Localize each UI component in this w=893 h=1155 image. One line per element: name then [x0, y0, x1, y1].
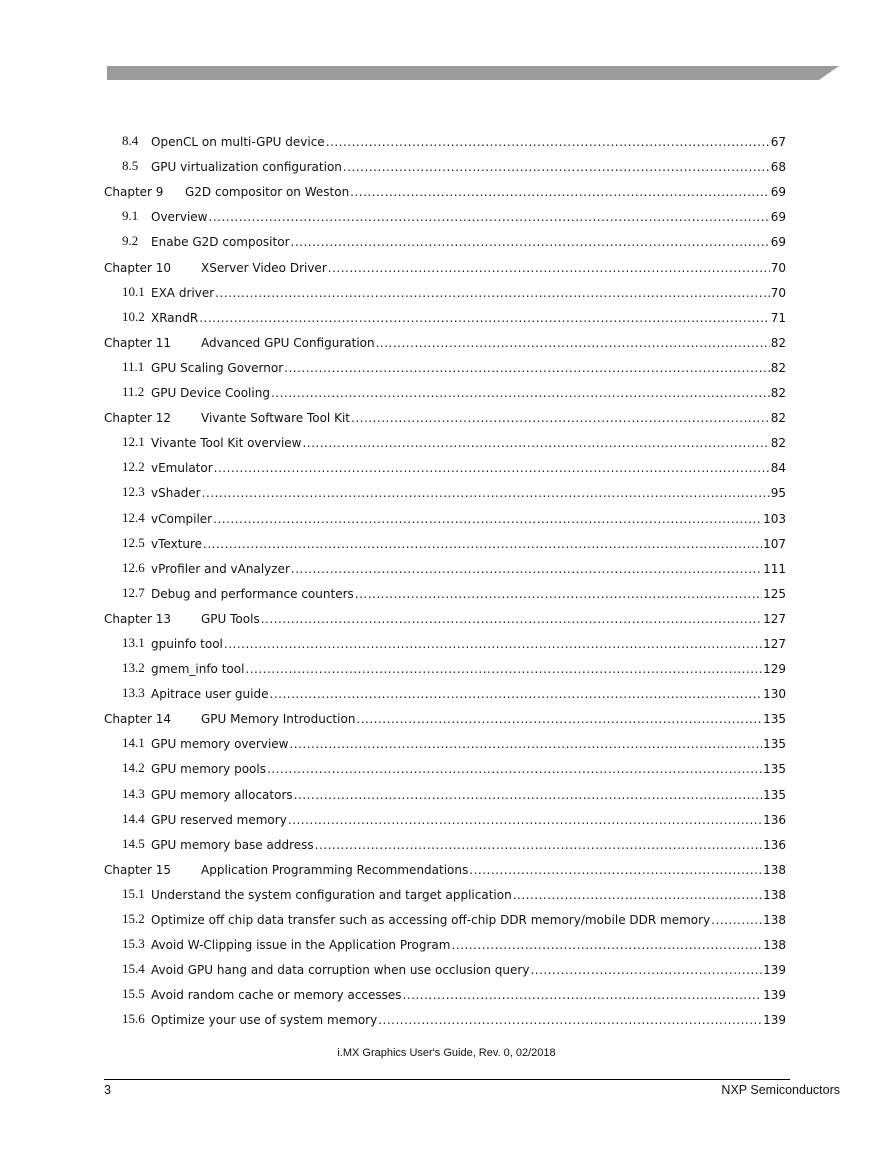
- toc-entry-title: Enabe G2D compositor: [151, 235, 290, 250]
- toc-section-entry[interactable]: [104, 551, 786, 576]
- dot-leader: [261, 612, 762, 626]
- dot-leader: [267, 762, 762, 776]
- toc-entry-title: Avoid GPU hang and data corruption when use occlusion query: [151, 963, 530, 978]
- toc-entry-title: Avoid random cache or memory accesses: [151, 988, 402, 1003]
- toc-entry-number: Chapter 11: [104, 335, 172, 350]
- dot-leader: [328, 261, 770, 275]
- toc-entry-number: 11.1: [122, 358, 145, 374]
- toc-entry-page: 82: [770, 335, 786, 350]
- toc-entry-page: 139: [763, 963, 786, 978]
- toc-entry-page: 139: [763, 1013, 786, 1028]
- toc-entry-title: gpuinfo tool: [151, 636, 223, 651]
- toc-entry-title: GPU virtualization configuration: [151, 160, 342, 175]
- toc-section-entry[interactable]: [104, 626, 786, 651]
- toc-entry-title: XRandR: [151, 310, 199, 325]
- toc-entry-title: XServer Video Driver: [201, 260, 327, 275]
- toc-entry-number: 14.4: [122, 810, 145, 826]
- toc-entry-title: GPU Scaling Governor: [151, 360, 284, 375]
- toc-entry-number: 13.1: [122, 634, 145, 650]
- toc-entry-page: 135: [763, 737, 786, 752]
- toc-entry-number: 12.2: [122, 459, 145, 475]
- toc-entry-page: 103: [763, 511, 786, 526]
- toc-chapter-entry[interactable]: [104, 852, 786, 877]
- toc-entry-number: 15.3: [122, 936, 145, 952]
- toc-entry-page: 138: [763, 913, 786, 927]
- toc-entry-page: 139: [763, 988, 786, 1003]
- dot-leader: [451, 938, 762, 952]
- dot-leader: [271, 386, 770, 400]
- toc-entry-title: OpenCL on multi-GPU device: [151, 135, 325, 150]
- toc-entry-number: 12.4: [122, 509, 145, 525]
- toc-entry-page: 82: [770, 360, 786, 375]
- toc-entry-number: 12.6: [122, 559, 145, 575]
- toc-entry-title: Debug and performance counters: [151, 586, 354, 601]
- header-bar: [107, 66, 839, 80]
- toc-entry-number: Chapter 12: [104, 411, 172, 426]
- dot-leader: [270, 687, 763, 701]
- toc-entry-number: 8.4: [122, 133, 139, 149]
- toc-entry-number: 12.5: [122, 534, 145, 550]
- toc-entry-page: 135: [763, 712, 786, 727]
- toc-entry-title: Apitrace user guide: [151, 687, 269, 702]
- toc-entry-title: vEmulator: [151, 461, 213, 476]
- toc-chapter-entry[interactable]: [104, 701, 786, 726]
- toc-entry-title: vCompiler: [151, 511, 213, 526]
- toc-entry-page: 69: [770, 185, 786, 200]
- dot-leader: [315, 838, 762, 852]
- toc-entry-number: Chapter 14: [104, 712, 172, 727]
- toc-entry-number: 12.1: [122, 434, 145, 450]
- toc-section-entry[interactable]: [104, 726, 786, 751]
- toc-entry-page: 127: [763, 636, 786, 651]
- toc-chapter-entry[interactable]: [104, 249, 786, 274]
- toc-entry-page: 82: [770, 386, 786, 401]
- toc-entry-page: 69: [770, 235, 786, 250]
- toc-section-entry[interactable]: [104, 952, 786, 977]
- toc-entry-number: 14.1: [122, 735, 145, 751]
- toc-chapter-entry[interactable]: [104, 601, 786, 626]
- toc-entry-page: 71: [770, 310, 786, 325]
- toc-entry-page: 138: [763, 862, 786, 877]
- toc-entry-number: Chapter 15: [104, 862, 172, 877]
- toc-entry-number: 15.2: [122, 911, 145, 926]
- dot-leader: [513, 888, 762, 902]
- toc-entry-page: 138: [763, 887, 786, 902]
- toc-entry-number: 12.3: [122, 484, 145, 500]
- toc-chapter-entry[interactable]: [104, 325, 786, 350]
- toc-entry-title: GPU Memory Introduction: [201, 712, 356, 727]
- toc-entry-title: GPU memory allocators: [151, 787, 293, 802]
- toc-section-entry[interactable]: [104, 425, 786, 450]
- dot-leader: [284, 361, 770, 375]
- toc-entry-title: Optimize your use of system memory: [151, 1013, 378, 1028]
- toc-entry-title: gmem_info tool: [151, 662, 245, 677]
- footer-company: NXP Semiconductors: [721, 1083, 840, 1097]
- dot-leader: [403, 988, 763, 1002]
- dot-leader: [214, 461, 770, 475]
- dot-leader: [202, 486, 770, 500]
- toc-section-entry[interactable]: [104, 500, 786, 525]
- toc-section-entry[interactable]: [104, 977, 786, 1002]
- toc-entry-number: Chapter 10: [104, 260, 172, 275]
- toc-section-entry[interactable]: [104, 224, 786, 249]
- toc-chapter-entry[interactable]: [104, 174, 786, 199]
- toc-entry-number: 10.1: [122, 283, 145, 299]
- footer-document-title: i.MX Graphics User's Guide, Rev. 0, 02/2018: [337, 1047, 556, 1059]
- dot-leader: [289, 737, 762, 751]
- table-of-contents: [104, 124, 786, 1027]
- dot-leader: [378, 1013, 762, 1027]
- toc-section-entry[interactable]: [104, 350, 786, 375]
- dot-leader: [376, 336, 770, 350]
- toc-section-entry[interactable]: [104, 902, 786, 927]
- toc-entry-title: vProfiler and vAnalyzer: [151, 561, 290, 576]
- toc-entry-page: 107: [763, 536, 786, 551]
- dot-leader: [356, 712, 762, 726]
- toc-section-entry[interactable]: [104, 776, 786, 801]
- toc-entry-number: 14.5: [122, 835, 145, 851]
- toc-entry-title: EXA driver: [151, 285, 215, 300]
- toc-entry-number: Chapter 13: [104, 611, 172, 626]
- toc-entry-title: Avoid W-Clipping issue in the Application Program: [151, 938, 451, 953]
- dot-leader: [343, 160, 770, 174]
- toc-section-entry[interactable]: [104, 526, 786, 551]
- toc-entry-title: GPU reserved memory: [151, 812, 287, 827]
- toc-entry-page: 84: [770, 461, 786, 476]
- dot-leader: [291, 562, 762, 576]
- toc-entry-page: 68: [770, 160, 786, 175]
- toc-section-entry[interactable]: [104, 802, 786, 827]
- toc-entry-number: 10.2: [122, 308, 145, 324]
- toc-entry-page: 82: [770, 436, 786, 451]
- toc-section-entry[interactable]: [104, 124, 786, 149]
- dot-leader: [351, 411, 770, 425]
- toc-section-entry[interactable]: [104, 450, 786, 475]
- toc-entry-page: 135: [763, 787, 786, 802]
- toc-section-entry[interactable]: [104, 275, 786, 300]
- dot-leader: [199, 311, 770, 325]
- toc-entry-title: vTexture: [151, 536, 203, 551]
- toc-entry-title: Overview: [151, 210, 208, 225]
- toc-entry-page: 136: [763, 837, 786, 852]
- toc-entry-page: 127: [763, 611, 786, 626]
- toc-entry-number: 8.5: [122, 158, 139, 174]
- toc-entry-page: 111: [763, 561, 786, 576]
- dot-leader: [326, 135, 770, 149]
- toc-entry-number: 12.7: [122, 584, 145, 600]
- toc-section-entry[interactable]: [104, 927, 786, 952]
- dot-leader: [291, 235, 770, 249]
- toc-entry-number: 15.6: [122, 1011, 145, 1027]
- toc-section-entry[interactable]: [104, 751, 786, 776]
- toc-entry-page: 135: [763, 762, 786, 777]
- toc-section-entry[interactable]: [104, 475, 786, 500]
- toc-entry-page: 138: [763, 938, 786, 953]
- dot-leader: [302, 436, 769, 450]
- toc-entry-title: Understand the system configuration and target application: [151, 887, 512, 902]
- toc-entry-number: 9.1: [122, 208, 139, 224]
- toc-entry-page: 70: [770, 260, 786, 275]
- toc-entry-title: GPU memory base address: [151, 837, 314, 852]
- dot-leader: [224, 637, 762, 651]
- toc-entry-number: 15.4: [122, 961, 145, 977]
- footer-divider: [104, 1079, 790, 1080]
- dot-leader: [350, 185, 770, 199]
- toc-entry-page: 136: [763, 812, 786, 827]
- dot-leader: [215, 286, 770, 300]
- toc-section-entry[interactable]: [104, 651, 786, 676]
- dot-leader: [294, 788, 762, 802]
- dot-leader: [355, 587, 762, 601]
- toc-section-entry[interactable]: [104, 199, 786, 224]
- toc-entry-title: Vivante Tool Kit overview: [151, 436, 302, 451]
- toc-section-entry[interactable]: [104, 827, 786, 852]
- toc-entry-number: Chapter 9: [104, 185, 164, 200]
- toc-entry-number: 9.2: [122, 233, 139, 249]
- toc-entry-title: G2D compositor on Weston: [185, 185, 350, 200]
- toc-entry-title: vShader: [151, 486, 201, 501]
- toc-entry-title: GPU Tools: [201, 611, 260, 626]
- dot-leader: [288, 813, 762, 827]
- toc-entry-number: 13.2: [122, 660, 145, 676]
- toc-entry-page: 69: [770, 210, 786, 225]
- toc-entry-title: Vivante Software Tool Kit: [201, 411, 350, 426]
- toc-entry-title: Optimize off chip data transfer such as accessing off-chip DDR memory/mobile DDR memory: [151, 913, 711, 927]
- toc-entry-number: 13.3: [122, 685, 145, 701]
- toc-entry-page: 125: [763, 586, 786, 601]
- dot-leader: [245, 662, 762, 676]
- toc-section-entry[interactable]: [104, 300, 786, 325]
- dot-leader: [209, 210, 770, 224]
- toc-section-entry[interactable]: [104, 1002, 786, 1027]
- toc-entry-title: Application Programming Recommendations: [201, 862, 469, 877]
- toc-entry-page: 130: [763, 687, 786, 702]
- dot-leader: [203, 537, 762, 551]
- toc-section-entry[interactable]: [104, 375, 786, 400]
- toc-chapter-entry[interactable]: [104, 400, 786, 425]
- toc-entry-title: GPU Device Cooling: [151, 386, 270, 401]
- toc-entry-number: 15.1: [122, 885, 145, 901]
- toc-entry-title: Advanced GPU Configuration: [201, 335, 375, 350]
- toc-entry-page: 67: [770, 135, 786, 150]
- toc-entry-number: 14.2: [122, 760, 145, 776]
- toc-entry-title: GPU memory pools: [151, 762, 266, 777]
- dot-leader: [213, 512, 762, 526]
- toc-entry-number: 11.2: [122, 384, 145, 400]
- toc-entry-page: 82: [770, 411, 786, 426]
- toc-entry-title: GPU memory overview: [151, 737, 289, 752]
- footer-page-number: 3: [104, 1083, 111, 1097]
- toc-entry-page: 70: [770, 285, 786, 300]
- dot-leader: [469, 863, 762, 877]
- toc-entry-number: 15.5: [122, 986, 145, 1002]
- dot-leader: [530, 963, 762, 977]
- toc-section-entry[interactable]: [104, 149, 786, 174]
- dot-leader: [711, 913, 762, 927]
- toc-entry-page: 95: [770, 486, 786, 501]
- toc-section-entry[interactable]: [104, 676, 786, 701]
- toc-section-entry[interactable]: [104, 576, 786, 601]
- toc-entry-page: 129: [763, 662, 786, 677]
- toc-section-entry[interactable]: [104, 877, 786, 902]
- toc-entry-number: 14.3: [122, 785, 145, 801]
